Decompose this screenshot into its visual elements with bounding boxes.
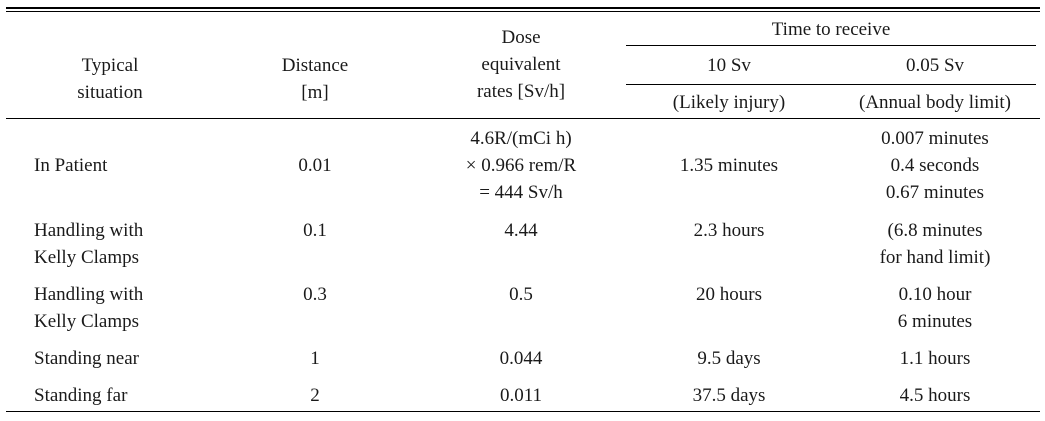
- row-3-t10: 20 hours: [696, 284, 762, 305]
- time-group-underline: [626, 45, 1036, 46]
- header-bottom-rule: [6, 118, 1040, 119]
- row-3-situation: Handling with Kelly Clamps: [34, 284, 144, 332]
- header-10sv-note: (Likely injury): [672, 92, 786, 113]
- subheader-underline: [626, 84, 1036, 85]
- row-1-distance: 0.01: [298, 155, 332, 176]
- row-2-situation: Handling with Kelly Clamps: [34, 220, 144, 268]
- row-5-distance: 2: [310, 385, 320, 406]
- header-time-group: Time to receive: [771, 19, 891, 40]
- top-rule: [6, 7, 1040, 9]
- header-situation: Typical situation: [77, 55, 143, 103]
- row-1-dose: 4.6R/(mCi h) × 0.966 rem/R = 444 Sv/h: [465, 128, 577, 203]
- row-2-distance: 0.1: [303, 220, 327, 241]
- row-4-distance: 1: [310, 348, 320, 369]
- row-3-t005: 0.10 hour 6 minutes: [897, 284, 973, 332]
- row-2-dose: 4.44: [504, 220, 538, 241]
- row-1-situation: In Patient: [34, 155, 108, 176]
- row-4-dose: 0.044: [499, 348, 543, 369]
- row-5-dose: 0.011: [499, 385, 543, 406]
- row-1-t005: 0.007 minutes 0.4 seconds 0.67 minutes: [881, 128, 989, 203]
- row-5-t10: 37.5 days: [692, 385, 766, 406]
- bottom-rule: [6, 411, 1040, 412]
- row-4-situation: Standing near: [34, 348, 140, 369]
- row-3-dose: 0.5: [509, 284, 533, 305]
- row-2-t10: 2.3 hours: [693, 220, 765, 241]
- row-1-t10: 1.35 minutes: [679, 155, 779, 176]
- row-4-t005: 1.1 hours: [899, 348, 971, 369]
- top-rule-inner: [6, 11, 1040, 12]
- row-5-t005: 4.5 hours: [899, 385, 971, 406]
- header-005sv-note: (Annual body limit): [859, 92, 1011, 113]
- row-2-t005: (6.8 minutes for hand limit): [879, 220, 991, 268]
- header-dose: Dose equivalent rates [Sv/h]: [476, 27, 566, 102]
- header-005sv: 0.05 Sv: [905, 55, 965, 76]
- row-4-t10: 9.5 days: [697, 348, 761, 369]
- header-10sv: 10 Sv: [707, 55, 751, 76]
- row-5-situation: Standing far: [34, 385, 128, 406]
- header-distance: Distance [m]: [281, 55, 349, 103]
- row-3-distance: 0.3: [303, 284, 327, 305]
